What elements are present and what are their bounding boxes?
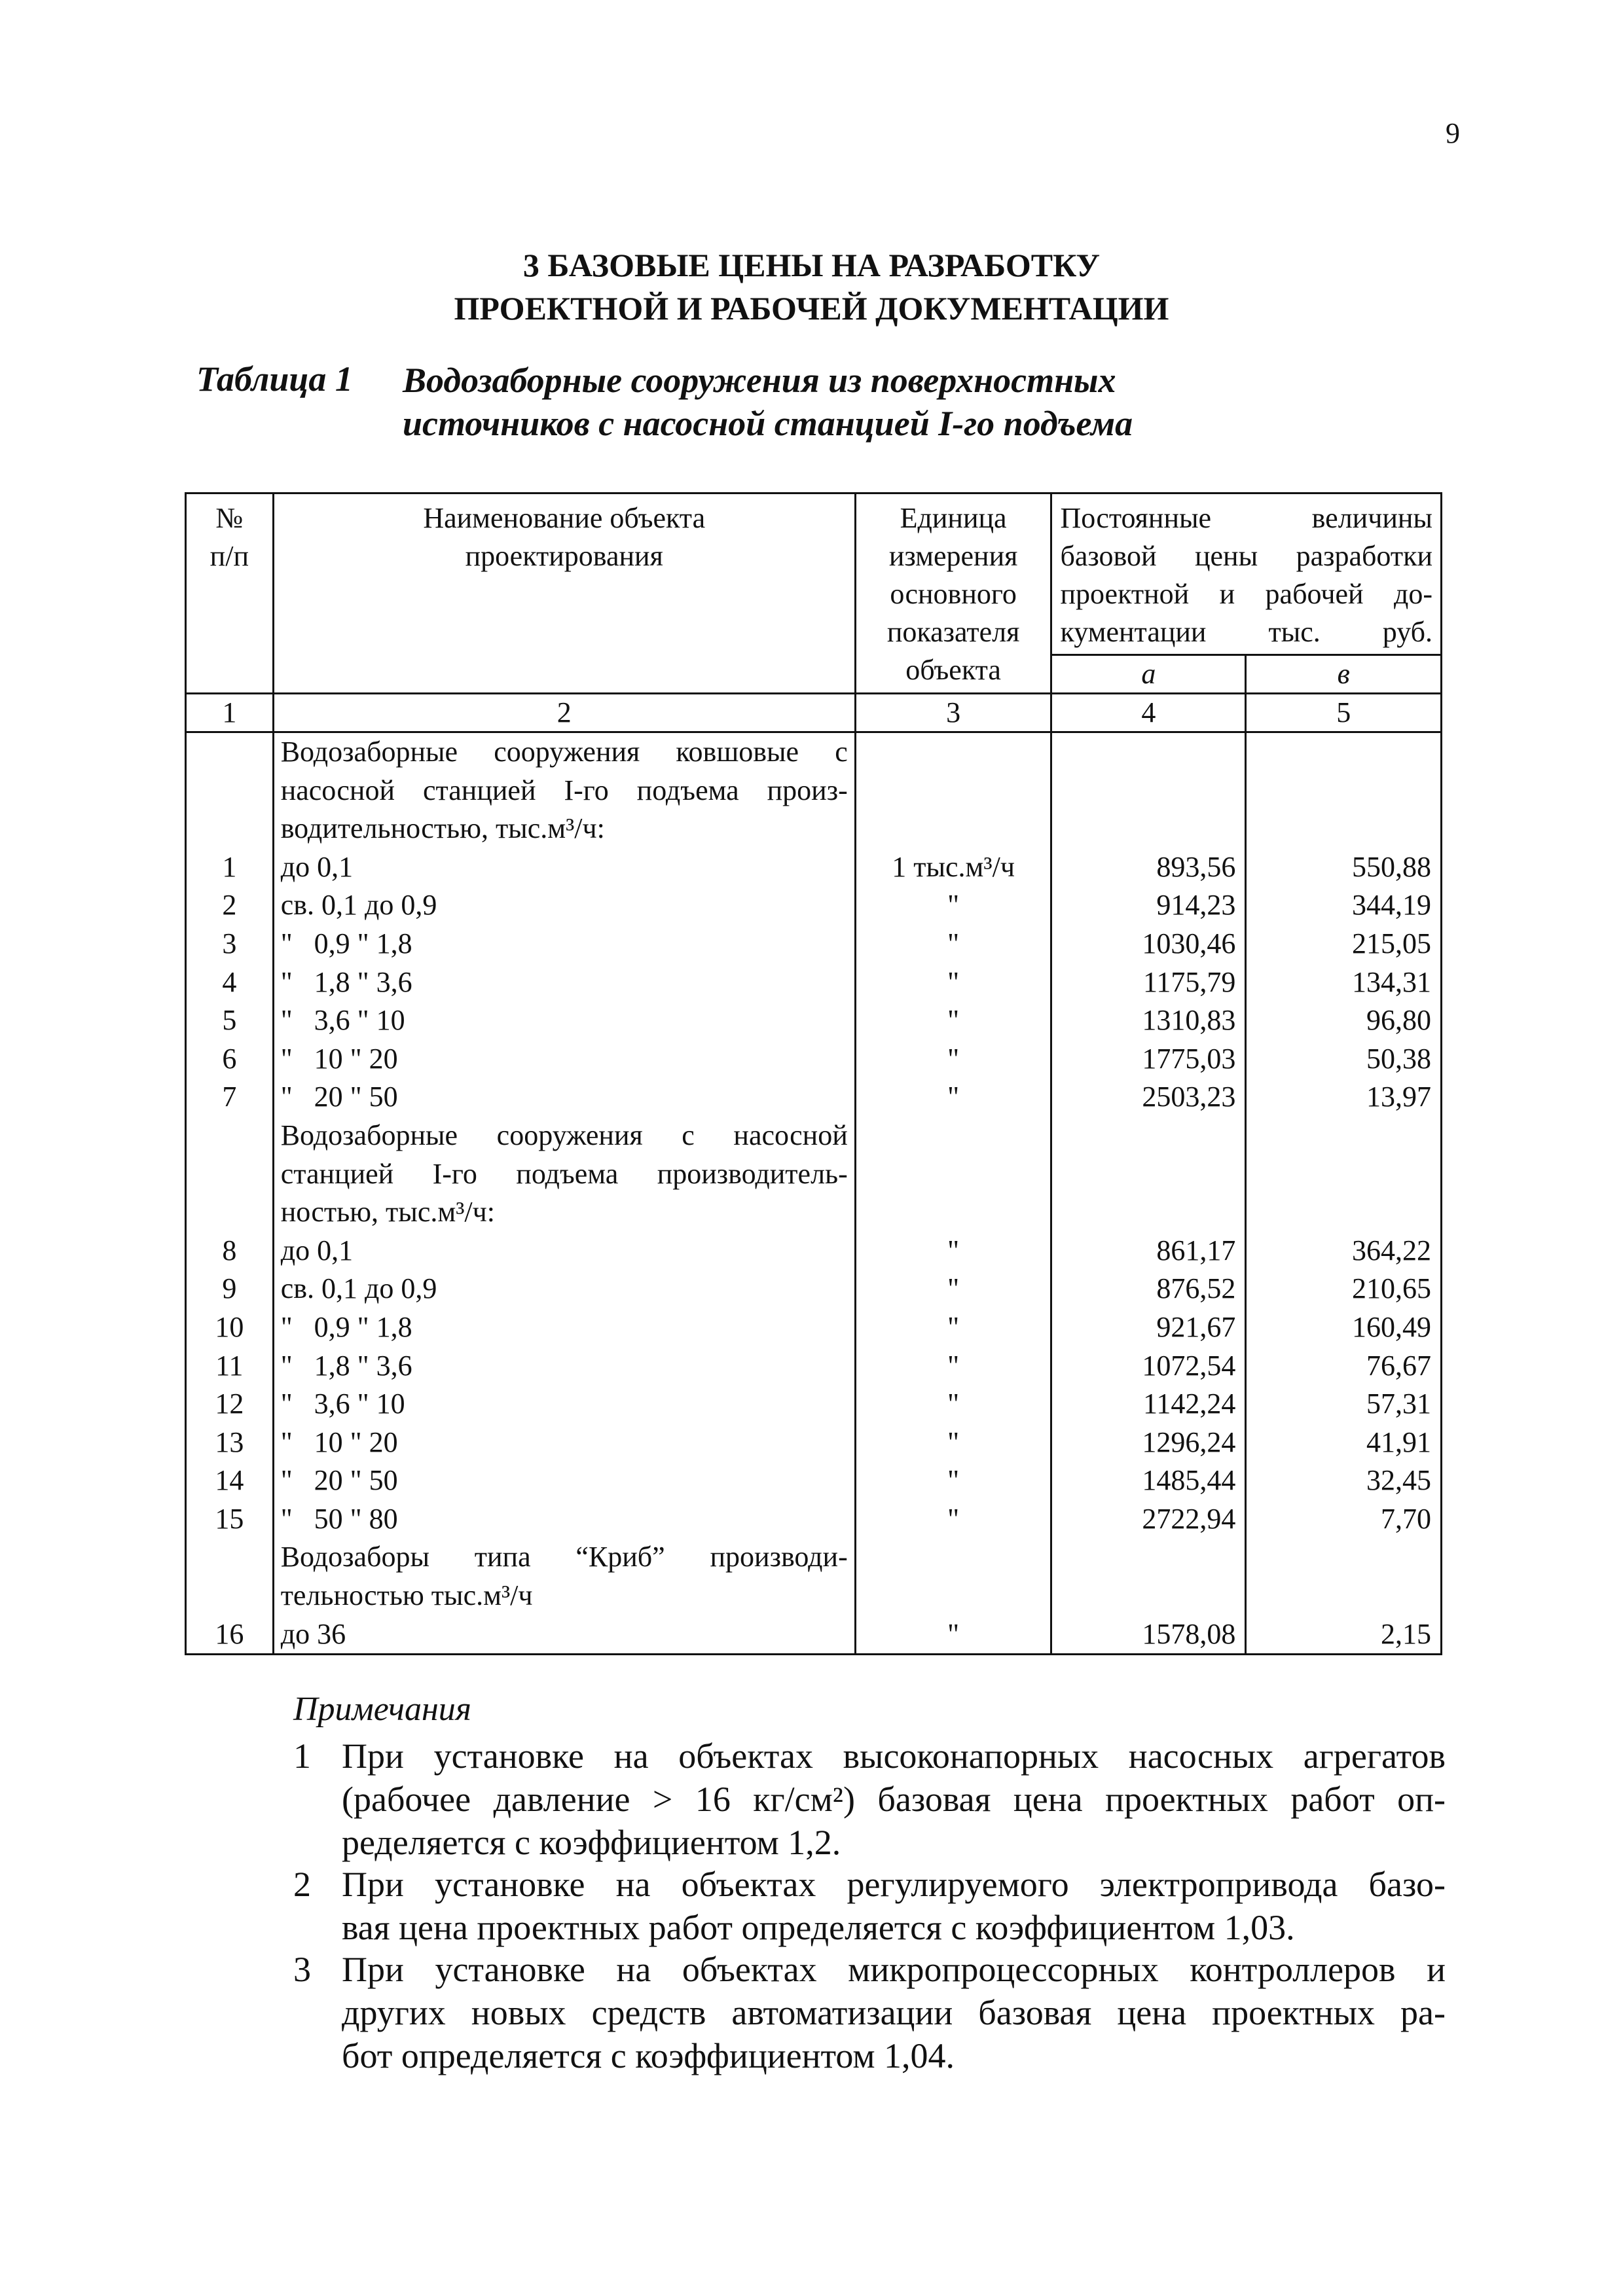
note-line: вая цена проектных работ определяется с коэффициентом 1,03.: [342, 1908, 1295, 1947]
row-object-name: " 0,9 " 1,8: [280, 1310, 412, 1343]
row-unit: ": [947, 1426, 960, 1458]
table-caption-line-1: Водозаборные сооружения из поверхностных: [403, 361, 1116, 400]
blank-cell: [187, 733, 272, 772]
row-value-a: 1030,46: [1142, 927, 1236, 960]
row-number: 7: [222, 1081, 237, 1113]
row-value-b: 32,45: [1366, 1464, 1431, 1497]
note-item: [293, 1734, 1446, 1864]
column-number: 1: [186, 694, 274, 732]
header-unit: [855, 493, 1051, 694]
row-unit: ": [947, 1272, 960, 1305]
header-unit-line: Единица: [900, 502, 1007, 534]
row-unit: ": [947, 1502, 960, 1535]
blank-cell: [1052, 772, 1245, 810]
notes-title: Примечания: [293, 1691, 471, 1728]
row-value-a: 1142,24: [1143, 1388, 1236, 1420]
row-value-b: 13,97: [1366, 1081, 1431, 1113]
object-name-column: [273, 732, 855, 1655]
row-number: 14: [215, 1464, 244, 1497]
row-number: 9: [222, 1272, 237, 1305]
header-number-line: п/п: [210, 540, 249, 572]
table-caption-line-2: источников с насосной станцией I-го подъема: [403, 404, 1133, 443]
header-sub-a: а: [1051, 655, 1246, 694]
row-object-name: св. 0,1 до 0,9: [280, 889, 437, 922]
blank-cell: [856, 810, 1051, 848]
row-unit: ": [947, 1349, 960, 1382]
blank-cell: [1052, 733, 1245, 772]
blank-cell: [856, 1117, 1051, 1155]
table-body-row: [186, 732, 1442, 1655]
header-object-name-line: проектирования: [465, 540, 663, 572]
row-object-name: " 10 " 20: [280, 1426, 398, 1458]
row-value-b: 550,88: [1352, 850, 1431, 883]
blank-cell: [187, 1577, 272, 1615]
row-value-b: 7,70: [1381, 1502, 1431, 1535]
row-object-name: до 36: [280, 1617, 346, 1650]
row-value-a: 893,56: [1156, 850, 1236, 883]
blank-cell: [1247, 810, 1440, 848]
note-line: бот определяется с коэффициентом 1,04.: [342, 2036, 955, 2075]
row-number: 10: [215, 1310, 244, 1343]
row-value-b: 160,49: [1352, 1310, 1431, 1343]
row-object-name: " 20 " 50: [280, 1081, 398, 1113]
group-title-line: Водозаборы типа “Криб” производи-: [280, 1541, 848, 1573]
row-object-name: св. 0,1 до 0,9: [280, 1272, 437, 1305]
row-object-name: " 10 " 20: [280, 1042, 398, 1075]
blank-cell: [1247, 1155, 1440, 1194]
row-object-name: " 3,6 " 10: [280, 1388, 405, 1420]
row-unit: ": [947, 1617, 960, 1650]
row-value-a: 1175,79: [1143, 965, 1236, 998]
row-unit: ": [947, 1234, 960, 1266]
row-number: 4: [222, 965, 237, 998]
row-number: 13: [215, 1426, 244, 1458]
header-number: [186, 493, 274, 694]
row-number: 5: [222, 1004, 237, 1037]
note-line: При установке на объектах высоконапорных насосных агрегатов: [342, 1736, 1446, 1776]
row-number: 1: [222, 850, 237, 883]
row-value-a: 1578,08: [1142, 1617, 1236, 1650]
row-number: 3: [222, 927, 237, 960]
group-title-line: насосной станцией I-го подъема произ-: [280, 774, 848, 806]
blank-cell: [187, 1155, 272, 1194]
row-value-a: 1775,03: [1142, 1042, 1236, 1075]
header-base-price-line: кументации тыс. руб.: [1060, 616, 1432, 648]
header-unit-line: измерения: [888, 540, 1018, 572]
header-object-name-line: Наименование объекта: [423, 502, 706, 534]
blank-cell: [187, 772, 272, 810]
row-number: 12: [215, 1388, 244, 1420]
group-title-line: станцией I-го подъема производитель-: [280, 1157, 848, 1190]
row-unit: ": [947, 1081, 960, 1113]
blank-cell: [1052, 1577, 1245, 1615]
row-number: 16: [215, 1617, 244, 1650]
row-value-a: 876,52: [1156, 1272, 1236, 1305]
row-value-b: 41,91: [1366, 1426, 1431, 1458]
note-line: При установке на объектах регулируемого электропривода базо-: [342, 1865, 1446, 1904]
row-object-name: до 0,1: [280, 1234, 354, 1266]
blank-cell: [1247, 772, 1440, 810]
blank-cell: [856, 772, 1051, 810]
blank-cell: [1052, 1538, 1245, 1577]
header-number-line: №: [215, 502, 244, 534]
row-unit: ": [947, 1004, 960, 1037]
row-value-b: 210,65: [1352, 1272, 1431, 1305]
table-caption-title: [403, 359, 1133, 445]
note-number: 1: [293, 1736, 311, 1776]
row-number: 6: [222, 1042, 237, 1075]
row-value-b: 57,31: [1366, 1388, 1431, 1420]
blank-cell: [1247, 1577, 1440, 1615]
header-base-price-line: проектной и рабочей до-: [1060, 578, 1432, 610]
blank-cell: [1247, 733, 1440, 772]
note-number: 3: [293, 1950, 311, 1989]
row-value-b: 134,31: [1352, 965, 1431, 998]
group-title-line: Водозаборные сооружения ковшовые с: [280, 736, 848, 768]
row-object-name: " 20 " 50: [280, 1464, 398, 1497]
column-number-row: [186, 694, 1442, 732]
header-object-name: [273, 493, 855, 694]
row-unit: ": [947, 1464, 960, 1497]
column-number: 5: [1246, 694, 1442, 732]
row-value-b: 364,22: [1352, 1234, 1431, 1266]
row-number: 8: [222, 1234, 237, 1266]
row-object-name: " 0,9 " 1,8: [280, 927, 412, 960]
row-value-b: 96,80: [1366, 1004, 1431, 1037]
row-unit: ": [947, 889, 960, 922]
blank-cell: [1052, 1193, 1245, 1232]
blank-cell: [187, 1117, 272, 1155]
blank-cell: [1052, 1155, 1245, 1194]
row-value-a: 914,23: [1156, 889, 1236, 922]
row-value-a: 921,67: [1156, 1310, 1236, 1343]
row-object-name: " 3,6 " 10: [280, 1004, 405, 1037]
row-unit: ": [947, 965, 960, 998]
header-base-price: [1051, 493, 1442, 655]
blank-cell: [187, 1193, 272, 1232]
row-value-a: 1310,83: [1142, 1004, 1236, 1037]
blank-cell: [856, 1577, 1051, 1615]
header-base-price-line: Постоянные величины: [1060, 502, 1432, 534]
row-number: 11: [215, 1349, 244, 1382]
group-title-line: водительностью, тыс.м³/ч:: [280, 812, 605, 845]
section-heading-line-2: ПРОЕКТНОЙ И РАБОЧЕЙ ДОКУМЕНТАЦИИ: [454, 290, 1169, 327]
row-unit: ": [947, 1388, 960, 1420]
price-table: [185, 492, 1442, 1655]
table-caption-label: Таблица 1: [196, 359, 353, 399]
page-number: 9: [1446, 117, 1460, 149]
row-value-b: 2,15: [1381, 1617, 1431, 1650]
blank-cell: [856, 1193, 1051, 1232]
section-heading-line-1: 3 БАЗОВЫЕ ЦЕНЫ НА РАЗРАБОТКУ: [522, 247, 1101, 283]
column-number: 2: [273, 694, 855, 732]
row-value-a: 1296,24: [1142, 1426, 1236, 1458]
blank-cell: [856, 1155, 1051, 1194]
row-number: 15: [215, 1502, 244, 1535]
value-b-column: [1246, 732, 1442, 1655]
row-unit: ": [947, 1310, 960, 1343]
blank-cell: [1052, 1117, 1245, 1155]
blank-cell: [1247, 1117, 1440, 1155]
note-line: ределяется с коэффициентом 1,2.: [342, 1823, 841, 1862]
column-number: 4: [1051, 694, 1246, 732]
row-value-a: 861,17: [1156, 1234, 1236, 1266]
note-line: других новых средств автоматизации базовая цена проектных ра-: [342, 1993, 1446, 2032]
row-unit: 1 тыс.м³/ч: [892, 850, 1015, 883]
row-object-name: " 50 " 80: [280, 1502, 398, 1535]
note-number: 2: [293, 1865, 311, 1904]
row-object-name: до 0,1: [280, 850, 354, 883]
header-unit-line: основного: [890, 578, 1017, 610]
column-number: 3: [855, 694, 1051, 732]
header-unit-line: показателя: [886, 616, 1020, 648]
group-title-line: тельностью тыс.м³/ч: [280, 1579, 533, 1612]
row-value-a: 2722,94: [1142, 1502, 1236, 1535]
note-line: (рабочее давление > 16 кг/см²) базовая цена проектных работ оп-: [342, 1780, 1446, 1819]
header-base-price-line: базовой цены разработки: [1060, 540, 1432, 572]
row-value-a: 1485,44: [1142, 1464, 1236, 1497]
blank-cell: [1052, 810, 1245, 848]
row-unit: ": [947, 1042, 960, 1075]
blank-cell: [856, 733, 1051, 772]
number-column: [186, 732, 274, 1655]
note-item: [293, 1863, 1446, 1949]
note-line: При установке на объектах микропроцессорных контроллеров и: [342, 1950, 1446, 1989]
row-number: 2: [222, 889, 237, 922]
row-value-a: 2503,23: [1142, 1081, 1236, 1113]
blank-cell: [1247, 1193, 1440, 1232]
row-object-name: " 1,8 " 3,6: [280, 965, 412, 998]
blank-cell: [187, 810, 272, 848]
group-title-line: ностью, тыс.м³/ч:: [280, 1196, 495, 1229]
row-object-name: " 1,8 " 3,6: [280, 1349, 412, 1382]
unit-column: [855, 732, 1051, 1655]
blank-cell: [856, 1538, 1051, 1577]
row-unit: ": [947, 927, 960, 960]
header-unit-line: объекта: [905, 654, 1001, 686]
group-title-line: Водозаборные сооружения с насосной: [280, 1119, 848, 1151]
row-value-a: 1072,54: [1142, 1349, 1236, 1382]
row-value-b: 50,38: [1366, 1042, 1431, 1075]
row-value-b: 76,67: [1366, 1349, 1431, 1382]
row-value-b: 215,05: [1352, 927, 1431, 960]
note-item: [293, 1948, 1446, 2077]
row-value-b: 344,19: [1352, 889, 1431, 922]
section-heading: [0, 243, 1623, 330]
header-sub-b: в: [1246, 655, 1442, 694]
blank-cell: [187, 1538, 272, 1577]
blank-cell: [1247, 1538, 1440, 1577]
value-a-column: [1051, 732, 1246, 1655]
